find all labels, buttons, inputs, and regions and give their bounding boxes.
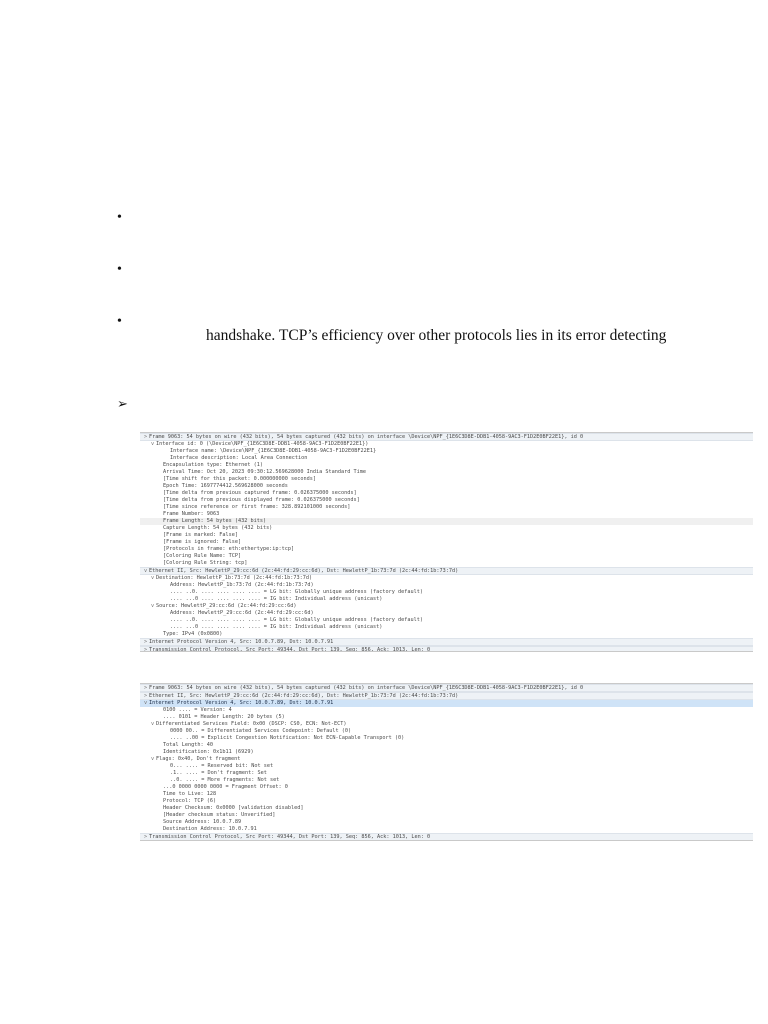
collapsed-arrow-icon[interactable]: >	[144, 639, 148, 645]
tree-row-text: Differentiated Services Field: 0x00 (DSCP: CS0, ECN: Not-ECT)	[156, 721, 347, 727]
tree-row[interactable]	[140, 812, 753, 819]
tree-row[interactable]	[140, 735, 753, 742]
tree-row[interactable]	[140, 596, 753, 603]
tree-row[interactable]	[140, 539, 753, 546]
tree-row-text: ...0 0000 0000 0000 = Fragment Offset: 0	[163, 784, 288, 790]
tree-row-text: .... ..00 = Explicit Congestion Notification: Not ECN-Capable Transport (0)	[170, 735, 405, 741]
tree-row[interactable]	[140, 553, 753, 560]
tree-row[interactable]	[140, 707, 753, 714]
tree-row-text: Frame Length: 54 bytes (432 bits)	[163, 518, 267, 524]
tree-row-text: .... ...0 .... .... .... .... = IG bit: Individual address (unicast)	[170, 624, 383, 630]
tree-row-text: [Frame is ignored: False]	[163, 539, 242, 545]
tree-row[interactable]	[140, 805, 753, 812]
tree-row-text: Protocol: TCP (6)	[163, 798, 217, 804]
tree-row-text: [Coloring Rule String: tcp]	[163, 560, 248, 566]
collapsed-arrow-icon[interactable]: >	[144, 685, 148, 691]
tree-row-text: 0... .... = Reserved bit: Not set	[170, 763, 274, 769]
tree-row[interactable]	[140, 589, 753, 596]
tree-row-text: .... ...0 .... .... .... .... = IG bit: Individual address (unicast)	[170, 596, 383, 602]
bullet-1: •	[117, 210, 122, 225]
tree-row-text: Address: HewlettP_1b:73:7d (2c:44:fd:1b:73:7d)	[170, 582, 314, 588]
collapsed-arrow-icon[interactable]: >	[144, 647, 148, 652]
tree-row-text: [Time since reference or first frame: 328.892101000 seconds]	[163, 504, 351, 510]
tree-row[interactable]	[140, 631, 753, 638]
tree-row[interactable]	[140, 684, 753, 692]
expanded-arrow-icon[interactable]: v	[144, 700, 148, 706]
tree-row-text: Transmission Control Protocol, Src Port: 49344, Dst Port: 139, Seq: 856, Ack: 1013, Len: 0	[149, 647, 431, 652]
expanded-arrow-icon[interactable]: v	[151, 721, 155, 727]
expanded-arrow-icon[interactable]: v	[151, 575, 155, 581]
tree-row[interactable]	[140, 833, 753, 841]
tree-row[interactable]	[140, 476, 753, 483]
tree-row-text: Interface description: Local Area Connection	[170, 455, 308, 461]
tree-row[interactable]	[140, 610, 753, 617]
tree-row-text: Address: HewlettP_29:cc:6d (2c:44:fd:29:cc:6d)	[170, 610, 314, 616]
tree-row[interactable]	[140, 646, 753, 652]
tree-row-text: [Time shift for this packet: 0.000000000 seconds]	[163, 476, 317, 482]
tree-row-text: Total Length: 40	[163, 742, 213, 748]
tree-row-text: Ethernet II, Src: HewlettP_29:cc:6d (2c:44:fd:29:cc:6d), Dst: HewlettP_1b:73:7d (2c:44:fd:1b:73:7d)	[149, 568, 459, 574]
packet-details-ipv4-panel[interactable]	[140, 683, 753, 841]
tree-row[interactable]	[140, 770, 753, 777]
tree-row-text: [Time delta from previous captured frame: 0.026375000 seconds]	[163, 490, 357, 496]
tree-row[interactable]	[140, 497, 753, 504]
tree-row-text: Identification: 0x1b11 (6929)	[163, 749, 254, 755]
tree-row[interactable]	[140, 525, 753, 532]
packet-details-frame-panel[interactable]	[140, 432, 753, 652]
expanded-arrow-icon[interactable]: v	[144, 568, 148, 574]
tree-row-text: .... ..0. .... .... .... .... = LG bit: Globally unique address (factory default)	[170, 617, 423, 623]
tree-row[interactable]	[140, 504, 753, 511]
tree-row[interactable]	[140, 728, 753, 735]
tree-row-text: .1.. .... = Don't fragment: Set	[170, 770, 267, 776]
tree-row[interactable]	[140, 819, 753, 826]
tree-row[interactable]	[140, 791, 753, 798]
collapsed-arrow-icon[interactable]: >	[144, 834, 148, 840]
expanded-arrow-icon[interactable]: v	[151, 441, 155, 447]
tree-row-text: Destination: HewlettP_1b:73:7d (2c:44:fd:1b:73:7d)	[156, 575, 313, 581]
tree-row[interactable]	[140, 742, 753, 749]
tree-row-text: .... 0101 = Header Length: 20 bytes (5)	[163, 714, 285, 720]
tree-row-text: 0100 .... = Version: 4	[163, 707, 232, 713]
tree-row-text: Source: HewlettP_29:cc:6d (2c:44:fd:29:cc:6d)	[156, 603, 297, 609]
tree-row[interactable]	[140, 784, 753, 791]
tree-row[interactable]	[140, 518, 753, 525]
tree-row[interactable]	[140, 756, 753, 763]
tree-row-text: Source Address: 10.0.7.89	[163, 819, 242, 825]
tree-row[interactable]	[140, 714, 753, 721]
tree-row[interactable]	[140, 575, 753, 582]
tree-row[interactable]	[140, 777, 753, 784]
tree-row-text: Transmission Control Protocol, Src Port: 49344, Dst Port: 139, Seq: 856, Ack: 1013, Len: 0	[149, 834, 431, 840]
tree-row[interactable]	[140, 455, 753, 462]
tree-row[interactable]	[140, 624, 753, 631]
body-text-handshake: handshake. TCP’s efficiency over other protocols lies in its error detecting	[206, 327, 667, 344]
tree-row[interactable]	[140, 448, 753, 455]
tree-row[interactable]	[140, 462, 753, 469]
collapsed-arrow-icon[interactable]: >	[144, 434, 148, 440]
tree-row[interactable]	[140, 700, 753, 707]
tree-row-text: Frame 9063: 54 bytes on wire (432 bits), 54 bytes captured (432 bits) on interface \Device\NPF_{1E6C3D8E-DDB1-4058-9AC3-F1D2E0BF22E1}, id 0	[149, 434, 584, 440]
tree-row-text: Arrival Time: Oct 20, 2023 09:30:12.569628000 India Standard Time	[163, 469, 367, 475]
tree-row-text: Flags: 0x40, Don't fragment	[156, 756, 241, 762]
tree-row-text: Interface name: \Device\NPF_{1E6C3D8E-DDB1-4058-9AC3-F1D2E0BF22E1}	[170, 448, 377, 454]
tree-row[interactable]	[140, 721, 753, 728]
tree-row-text: Ethernet II, Src: HewlettP_29:cc:6d (2c:44:fd:29:cc:6d), Dst: HewlettP_1b:73:7d (2c:44:fd:1b:73:7d)	[149, 693, 459, 699]
tree-row[interactable]	[140, 603, 753, 610]
tree-row-text: [Coloring Rule Name: TCP]	[163, 553, 242, 559]
tree-row-text: Time to Live: 128	[163, 791, 217, 797]
tree-row-text: Internet Protocol Version 4, Src: 10.0.7.89, Dst: 10.0.7.91	[149, 700, 334, 706]
bullet-2: •	[117, 262, 122, 277]
tree-row-text: [Time delta from previous displayed frame: 0.026375000 seconds]	[163, 497, 360, 503]
tree-row-text: ..0. .... = More fragments: Not set	[170, 777, 280, 783]
tree-row[interactable]	[140, 560, 753, 567]
tree-row[interactable]	[140, 638, 753, 646]
tree-row[interactable]	[140, 483, 753, 490]
tree-row[interactable]	[140, 692, 753, 700]
tree-row[interactable]	[140, 763, 753, 770]
tree-row[interactable]	[140, 582, 753, 589]
expanded-arrow-icon[interactable]: v	[151, 756, 155, 762]
tree-row-text: Destination Address: 10.0.7.91	[163, 826, 257, 832]
tree-row[interactable]	[140, 490, 753, 497]
tree-row-text: 0000 00.. = Differentiated Services Codepoint: Default (0)	[170, 728, 352, 734]
tree-row-text: Frame 9063: 54 bytes on wire (432 bits), 54 bytes captured (432 bits) on interface \Device\NPF_{1E6C3D8E-DDB1-4058-9AC3-F1D2E0BF22E1}, id 0	[149, 685, 584, 691]
tree-row-text: Capture Length: 54 bytes (432 bits)	[163, 525, 273, 531]
tree-row[interactable]	[140, 433, 753, 441]
tree-row[interactable]	[140, 469, 753, 476]
tree-row-text: Frame Number: 9063	[163, 511, 220, 517]
tree-row-text: Internet Protocol Version 4, Src: 10.0.7.89, Dst: 10.0.7.91	[149, 639, 334, 645]
tree-row-text: Type: IPv4 (0x0800)	[163, 631, 223, 637]
tree-row[interactable]	[140, 617, 753, 624]
tree-row[interactable]	[140, 532, 753, 539]
tree-row[interactable]	[140, 511, 753, 518]
tree-row-text: Encapsulation type: Ethernet (1)	[163, 462, 263, 468]
collapsed-arrow-icon[interactable]: >	[144, 693, 148, 699]
tree-row[interactable]	[140, 441, 753, 448]
tree-row-text: [Frame is marked: False]	[163, 532, 238, 538]
tree-row-text: [Header checksum status: Unverified]	[163, 812, 276, 818]
tree-row-text: Epoch Time: 1697774412.569628000 seconds	[163, 483, 288, 489]
tree-row-text: .... ..0. .... .... .... .... = LG bit: Globally unique address (factory default)	[170, 589, 423, 595]
tree-row[interactable]	[140, 798, 753, 805]
arrow-bullet-icon: ➢	[117, 396, 128, 411]
tree-row[interactable]	[140, 749, 753, 756]
tree-row-text: Interface id: 0 (\Device\NPF_{1E6C3D8E-DDB1-4058-9AC3-F1D2E0BF22E1})	[156, 441, 369, 447]
expanded-arrow-icon[interactable]: v	[151, 603, 155, 609]
tree-row[interactable]	[140, 826, 753, 833]
tree-row[interactable]	[140, 546, 753, 553]
bullet-3: •	[117, 314, 122, 329]
tree-row-text: [Protocols in frame: eth:ethertype:ip:tcp]	[163, 546, 295, 552]
tree-row[interactable]	[140, 567, 753, 575]
tree-row-text: Header Checksum: 0x0000 [validation disabled]	[163, 805, 304, 811]
